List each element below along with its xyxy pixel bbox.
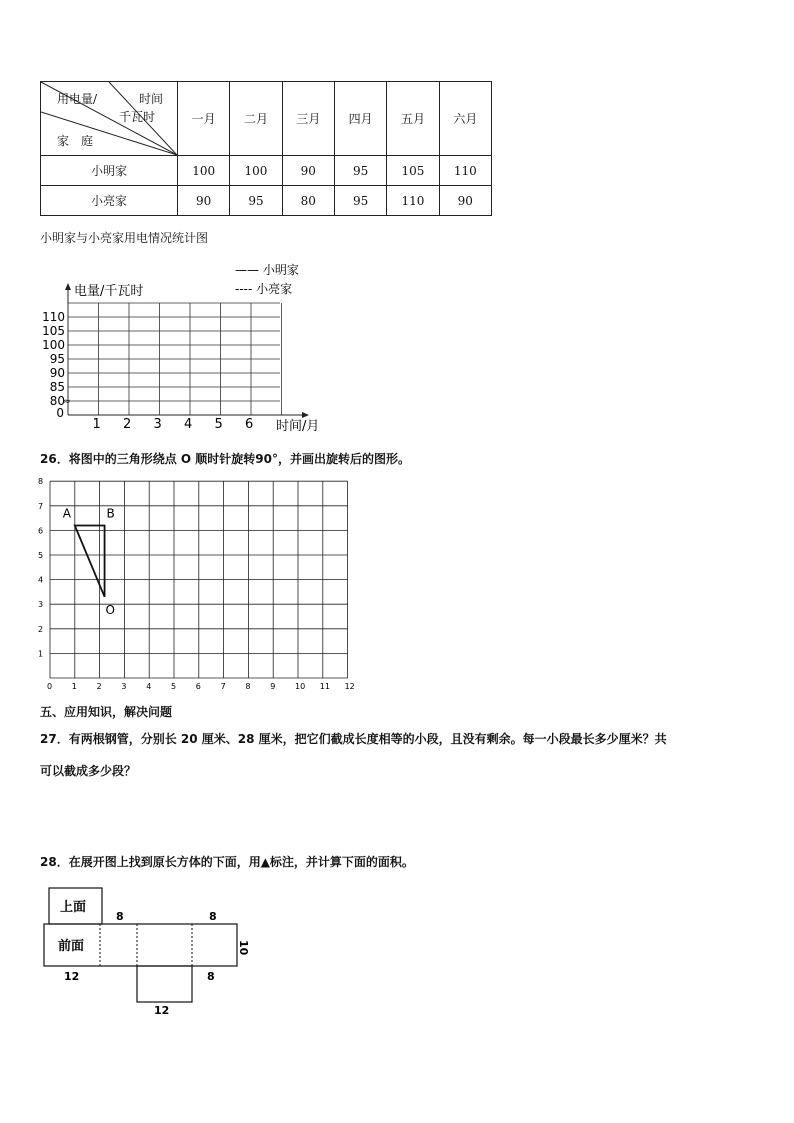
table-cell: 90 bbox=[178, 186, 230, 216]
dimension-label: 8 bbox=[116, 910, 124, 923]
corner-time-label: 时间 bbox=[139, 92, 164, 106]
table-cell: 95 bbox=[334, 186, 386, 216]
top-face-label: 上面 bbox=[60, 900, 87, 915]
grid-lines bbox=[50, 481, 348, 678]
grid-y-label: 6 bbox=[38, 526, 44, 536]
question-26: 26．将图中的三角形绕点 O 顺时针旋转90°，并画出旋转后的图形。 bbox=[40, 452, 410, 466]
table-cell: 110 bbox=[387, 186, 439, 216]
grid-x-label: 6 bbox=[195, 682, 201, 691]
x-tick-label: 4 bbox=[184, 417, 193, 432]
y-axis-arrow bbox=[65, 283, 71, 290]
x-tick-label: 5 bbox=[214, 417, 223, 432]
dimension-label: 10 bbox=[237, 940, 250, 956]
table-corner-header bbox=[41, 82, 178, 156]
y-tick-label: 95 bbox=[49, 352, 65, 366]
bottom-face bbox=[137, 966, 192, 1002]
usage-line-chart bbox=[30, 258, 340, 438]
grid-y-label: 2 bbox=[38, 624, 44, 634]
y-tick-label: 0 bbox=[56, 406, 64, 420]
question-27-line2: 可以截成多少段？ bbox=[40, 764, 137, 778]
grid-x-label: 7 bbox=[220, 682, 226, 691]
x-axis-arrow bbox=[302, 412, 309, 418]
month-header: 四月 bbox=[334, 82, 386, 156]
question-28: 28．在展开图上找到原长方体的下面，用▲标注，并计算下面的面积。 bbox=[40, 855, 414, 869]
month-header: 一月 bbox=[178, 82, 230, 156]
chart-caption: 小明家与小亮家用电情况统计图 bbox=[40, 231, 209, 245]
grid-x-label: 0 bbox=[47, 682, 53, 691]
x-tick-label: 3 bbox=[153, 417, 162, 432]
dimension-label: 12 bbox=[154, 1004, 170, 1017]
grid-x-label: 11 bbox=[319, 682, 330, 691]
cuboid-net bbox=[40, 880, 270, 1020]
month-header: 六月 bbox=[439, 82, 491, 156]
grid-y-label: 7 bbox=[38, 501, 44, 511]
point-a-label: A bbox=[62, 506, 72, 521]
y-tick-labels bbox=[42, 310, 65, 420]
corner-family-label: 家 庭 bbox=[57, 134, 94, 148]
grid-y-label: 1 bbox=[38, 649, 44, 659]
grid-x-label: 1 bbox=[71, 682, 77, 691]
x-tick-label: 6 bbox=[245, 417, 254, 432]
grid-y-label: 8 bbox=[38, 478, 44, 487]
chart-grid bbox=[68, 303, 282, 415]
legend-entry-xiaoliang: ---- 小亮家 bbox=[235, 282, 293, 296]
y-tick-label: 100 bbox=[42, 338, 65, 352]
table-cell: 95 bbox=[334, 156, 386, 186]
question-27-line1: 27．有两根钢管，分别长 20 厘米、28 厘米，把它们截成长度相等的小段，且没有剩余。每一小段最长多少厘米？共 bbox=[40, 732, 667, 746]
dimension-label: 12 bbox=[64, 970, 80, 983]
x-tick-label: 1 bbox=[92, 417, 101, 432]
table-row bbox=[41, 186, 492, 216]
row-name: 小亮家 bbox=[41, 186, 178, 216]
x-axis-label: 时间/月 bbox=[276, 419, 320, 434]
table-cell: 100 bbox=[230, 156, 282, 186]
y-tick-label: 105 bbox=[42, 324, 65, 338]
grid-x-label: 8 bbox=[245, 682, 251, 691]
triangle-ABO bbox=[75, 525, 105, 596]
grid-x-label: 5 bbox=[171, 682, 177, 691]
grid-x-label: 3 bbox=[121, 682, 127, 691]
grid-x-labels bbox=[47, 682, 355, 691]
month-header: 三月 bbox=[282, 82, 334, 156]
row-name: 小明家 bbox=[41, 156, 178, 186]
electricity-table bbox=[40, 81, 492, 216]
x-tick-labels bbox=[93, 417, 254, 432]
month-header: 五月 bbox=[387, 82, 439, 156]
table-cell: 90 bbox=[282, 156, 334, 186]
point-o-label: O bbox=[105, 602, 116, 617]
grid-x-label: 4 bbox=[146, 682, 152, 691]
grid-y-label: 4 bbox=[38, 575, 44, 585]
table-cell: 90 bbox=[439, 186, 491, 216]
legend-entry-xiaoming: —— 小明家 bbox=[235, 263, 299, 277]
grid-y-label: 3 bbox=[38, 600, 44, 610]
grid-x-label: 10 bbox=[295, 682, 306, 691]
table-row bbox=[41, 156, 492, 186]
y-tick-label: 80 bbox=[49, 394, 65, 408]
y-tick-label: 85 bbox=[49, 380, 65, 394]
grid-y-labels bbox=[38, 478, 43, 658]
section-heading: 五、应用知识，解决问题 bbox=[40, 705, 173, 719]
grid-x-label: 12 bbox=[344, 682, 355, 691]
corner-unit-label: 千瓦时 bbox=[119, 110, 156, 124]
table-header-row bbox=[41, 82, 492, 156]
corner-usage-label: 用电量/ bbox=[57, 92, 98, 106]
table-cell: 80 bbox=[282, 186, 334, 216]
table-cell: 95 bbox=[230, 186, 282, 216]
rotation-grid bbox=[34, 478, 360, 694]
table-cell: 110 bbox=[439, 156, 491, 186]
axis-break-mark: ≈ bbox=[63, 397, 71, 407]
point-b-label: B bbox=[106, 506, 115, 521]
table-cell: 100 bbox=[178, 156, 230, 186]
x-tick-label: 2 bbox=[123, 417, 132, 432]
dimension-label: 8 bbox=[209, 910, 217, 923]
y-axis-label: 电量/千瓦时 bbox=[74, 284, 144, 299]
dimension-label: 8 bbox=[207, 970, 215, 983]
table-cell: 105 bbox=[387, 156, 439, 186]
grid-x-label: 9 bbox=[270, 682, 276, 691]
y-tick-label: 90 bbox=[49, 366, 65, 380]
grid-x-label: 2 bbox=[96, 682, 102, 691]
front-face-label: 前面 bbox=[58, 939, 85, 954]
y-tick-label: 110 bbox=[42, 310, 65, 324]
grid-y-label: 5 bbox=[38, 551, 44, 560]
month-header: 二月 bbox=[230, 82, 282, 156]
